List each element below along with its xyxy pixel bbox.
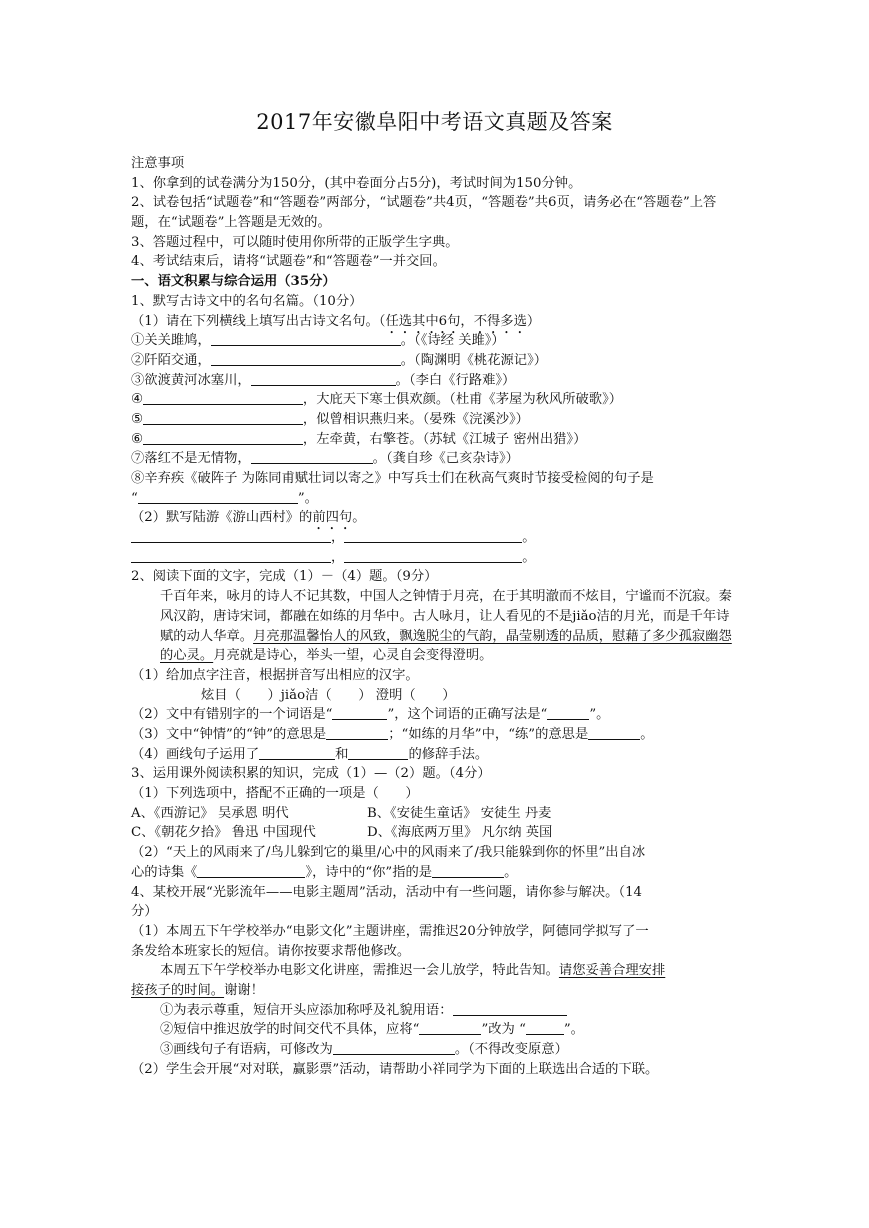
poem-line-2 [131, 351, 741, 371]
period: 。 [522, 549, 536, 565]
message-text: 本周五下午学校举办电影文化讲座，需推迟一会儿放学，特此告知。 [160, 963, 559, 979]
q2-sub4-mid: 和 [335, 746, 349, 762]
notice-heading: 注意事项 [131, 156, 185, 171]
answer-blank[interactable] [211, 331, 401, 346]
q3-sub2-line-2 [131, 863, 741, 883]
q1-stem: 1、默写古诗文中的名句名篇。（10分） [131, 293, 363, 309]
option-b: B、《安徒生童话》 安徒生 丹麦 [367, 805, 552, 821]
poem-line-pre: ⑦落红不是无情物， [131, 451, 251, 467]
answer-blank[interactable] [143, 430, 303, 445]
q1-sub1-suffix: ） [526, 313, 541, 329]
option-c: C、《朝花夕拾》 鲁迅 中国现代 [131, 825, 316, 841]
option-a: A、《西游记》 吴承恩 明代 [131, 805, 289, 821]
q2-sub3 [131, 725, 741, 745]
q2-sub3-pre: （3）文中“钟情”的“钟”的意思是 [131, 727, 327, 743]
answer-blank[interactable] [251, 371, 396, 386]
q2-sub4-pre: （4）画线句子运用了 [131, 746, 260, 762]
answer-blank[interactable] [332, 705, 387, 720]
period: 。 [522, 530, 536, 546]
poem-line-6 [131, 430, 741, 450]
notice-item-1: 1、你拿到的试卷满分为150分，(其中卷面分占5分)，考试时间为150分钟。 [131, 175, 582, 191]
answer-blank[interactable] [259, 745, 335, 760]
notice-item-4: 4、考试结束后，请将“试题卷”和“答题卷”一并交回。 [131, 254, 446, 270]
answer-blank[interactable] [326, 725, 388, 740]
answer-blank[interactable] [344, 528, 522, 543]
q2-sub4-end: 的修辞手法。 [408, 746, 489, 762]
poem-line-post: 。（李白《行路难》） [395, 372, 516, 388]
answer-blank[interactable] [138, 489, 298, 504]
q2-sub2: （2）文中有错别字的一个词语是“ ”，这个词语的正确写法是“ ”。 [131, 707, 610, 723]
passage-text: 千百年来，咏月的诗人不记其数，中国人之钟情于月亮，在于其明澈而不炫目，宁谧而不沉寂。秦风汉韵，唐诗宋词，都融在如练的月华中。古人咏月，让人看见的不是jiǎo洁的月光，而是千年诗赋的动人华章。 [160, 589, 732, 644]
passage-underlined-sentence: 月亮那温馨怡人的风致，飘逸脱尘的气韵，晶莹剔透的品质，慰藉了多少孤寂幽怨的心灵。 [160, 628, 732, 664]
correction-3-end: 。（不得改变原意） [454, 1042, 568, 1058]
comma: ， [331, 549, 345, 565]
q2-passage [131, 587, 741, 666]
answer-blank[interactable] [333, 1040, 455, 1055]
correction-2-pre: ②短信中推迟放学的时间交代不具体，应将“ [160, 1022, 420, 1038]
q2-sub1: （1）给加点字注音，根据拼音写出相应的汉字。 [131, 667, 419, 683]
q1-sub1 [131, 312, 741, 332]
q2-stem: 2、阅读下面的文字，完成（1）－（4）题。（9分） [131, 569, 438, 585]
q3-sub1: （1）下列选项中，搭配不正确的一项是（ ） [131, 786, 419, 802]
poem-line-5 [131, 410, 741, 430]
q4-correction-1 [131, 1001, 741, 1021]
section-1-heading: 一、语文积累与综合运用（35分） [131, 274, 336, 290]
answer-blank[interactable] [197, 863, 305, 878]
q3-sub2-mid: 》，诗中的“你”指的是 [305, 864, 433, 880]
poem-line-post: ，左牵黄，右擎苍。（苏轼《江城子 密州出猎》） [302, 431, 587, 447]
passage-text-end: 月亮就是诗心，举头一望，心灵自会变得澄明。 [213, 648, 493, 664]
q4-message-line-2 [131, 981, 741, 1001]
answer-blank[interactable] [251, 449, 373, 464]
answer-blank[interactable] [211, 351, 401, 366]
answer-blank[interactable] [131, 528, 331, 543]
correction-2-end: ”。 [563, 1022, 584, 1038]
poem-line-pre: ①关关雎鸠， [131, 333, 211, 349]
poem-line-pre: ⑥ [131, 431, 143, 447]
q3-options-cd [131, 823, 741, 843]
answer-blank[interactable] [344, 548, 522, 563]
q2-sub2-end: ”。 [589, 707, 610, 723]
notice-item-3: 3、答题过程中，可以随时使用你所带的正版学生字典。 [131, 234, 459, 250]
poem-line-4 [131, 390, 741, 410]
poem-line-pre: ②阡陌交通， [131, 352, 211, 368]
message-underlined-part-1: 请您妥善合理安排 [558, 963, 666, 979]
comma: ， [331, 530, 345, 546]
q1-sub2-suffix: 。 [352, 510, 366, 526]
q2-sub1-items: 炫目（ ）jiǎo洁（ ） 澄明（ ） [201, 687, 456, 703]
correction-3-pre: ③画线句子有语病，可修改为 [160, 1042, 333, 1058]
q4-sub2: （2）学生会开展“对对联，赢影票”活动，请帮助小祥同学为下面的上联选出合适的下联。 [131, 1061, 659, 1077]
poem-line-post: ，大庇天下寒士俱欢颜。（杜甫《茅屋为秋风所破歌》） [302, 392, 623, 408]
answer-blank[interactable] [432, 863, 504, 878]
message-thanks: 谢谢！ [224, 982, 264, 998]
q2-sub3-end: 。 [640, 727, 654, 743]
q4-stem-line-1: 4、某校开展“光影流年——电影主题周”活动，活动中有一些问题，请你参与解决。（14 [131, 884, 643, 900]
answer-blank[interactable] [419, 1020, 481, 1035]
poem-line-pre: ③欲渡黄河冰塞川， [131, 372, 251, 388]
poem-line-1 [131, 331, 741, 351]
poem-line-pre: ⑤ [131, 411, 143, 427]
poem-recite-line-1 [131, 528, 741, 548]
q1-sub2-prefix: （2）默写陆游《游山西村》的 [131, 510, 313, 526]
q4-sub1-line-1: （1）本周五下午学校举办“电影文化”主题讲座，需推迟20分钟放学，阿德同学拟写了一 [131, 923, 649, 939]
q2-sub3-mid: ；“如练的月华”中，“练”的意思是 [388, 727, 589, 743]
option-d: D、《海底两万里》 凡尔纳 英国 [367, 825, 553, 841]
q1-sub2-dotted: 前四句 [312, 510, 353, 526]
quote-open: “ [131, 490, 138, 506]
q4-message-line-1 [131, 961, 741, 981]
answer-blank[interactable] [348, 745, 408, 760]
quote-close: ”。 [297, 490, 318, 506]
answer-blank[interactable] [143, 390, 303, 405]
answer-blank[interactable] [131, 548, 331, 563]
poem-line-3 [131, 371, 741, 391]
q1-sub2 [131, 508, 741, 528]
page-title: 2017年安徽阜阳中考语文真题及答案 [256, 110, 613, 134]
q2-sub4 [131, 745, 741, 765]
q3-sub2-line-1: （2）“天上的风雨来了/鸟儿躲到它的巢里/心中的风雨来了/我只能躲到你的怀里”出自冰 [131, 845, 646, 861]
q2-sub2-pre: （2）文中有错别字的一个词语是 [131, 707, 326, 723]
q4-correction-3 [131, 1040, 741, 1060]
correction-2-mid: ”改为 “ [481, 1022, 526, 1038]
answer-blank[interactable] [547, 705, 589, 720]
poem-line-pre: ④ [131, 392, 143, 408]
poem-line-8a: ⑧辛弃疾《破阵子 为陈同甫赋壮词以寄之》中写兵士们在秋高气爽时节接受检阅的句子是 [131, 471, 654, 487]
answer-blank[interactable] [588, 725, 640, 740]
exam-body [131, 154, 741, 1079]
q4-sub1-line-2: 条发给本班家长的短信。请你按要求帮他修改。 [131, 943, 411, 959]
notice-item-2: 2、试卷包括“试题卷”和“答题卷”两部分，“试题卷”共4页，“答题卷”共6页，请务必在“答题卷”上答题，在“试题卷”上答题是无效的。 [131, 195, 717, 231]
poem-line-post: 。（陶渊明《桃花源记》） [400, 352, 548, 368]
poem-line-post: 。（龚自珍《己亥杂诗》） [372, 451, 519, 467]
answer-blank[interactable] [143, 410, 303, 425]
poem-line-8b [131, 489, 741, 509]
q3-stem: 3、运用课外阅读积累的知识，完成（1）—（2）题。（4分） [131, 766, 491, 782]
q1-sub1-dotted: 任选其中6句，不得多选 [385, 313, 527, 329]
q3-options-ab [131, 804, 741, 824]
answer-blank[interactable] [453, 1001, 567, 1016]
message-underlined-part-2: 接孩子的时间。 [131, 982, 225, 998]
poem-line-post: 。（《诗经 关雎》） [400, 333, 505, 349]
q3-sub2-end: 。 [504, 864, 518, 880]
poem-recite-line-2 [131, 548, 741, 568]
poem-line-post: ，似曾相识燕归来。（晏殊《浣溪沙》） [302, 411, 529, 427]
q2-sub2-mid: ，这个词语的正确写法是“ [394, 707, 548, 723]
q4-stem-line-2: 分） [131, 904, 158, 920]
q1-sub1-prefix: （1）请在下列横线上填写出古诗文名句。（ [131, 313, 386, 329]
correction-1-text: ①为表示尊重，短信开头应添加称呼及礼貌用语： [160, 1002, 453, 1018]
q4-correction-2 [131, 1020, 741, 1040]
answer-blank[interactable] [526, 1020, 564, 1035]
q3-sub2-pre: 心的诗集《 [131, 864, 198, 880]
poem-line-7 [131, 449, 741, 469]
